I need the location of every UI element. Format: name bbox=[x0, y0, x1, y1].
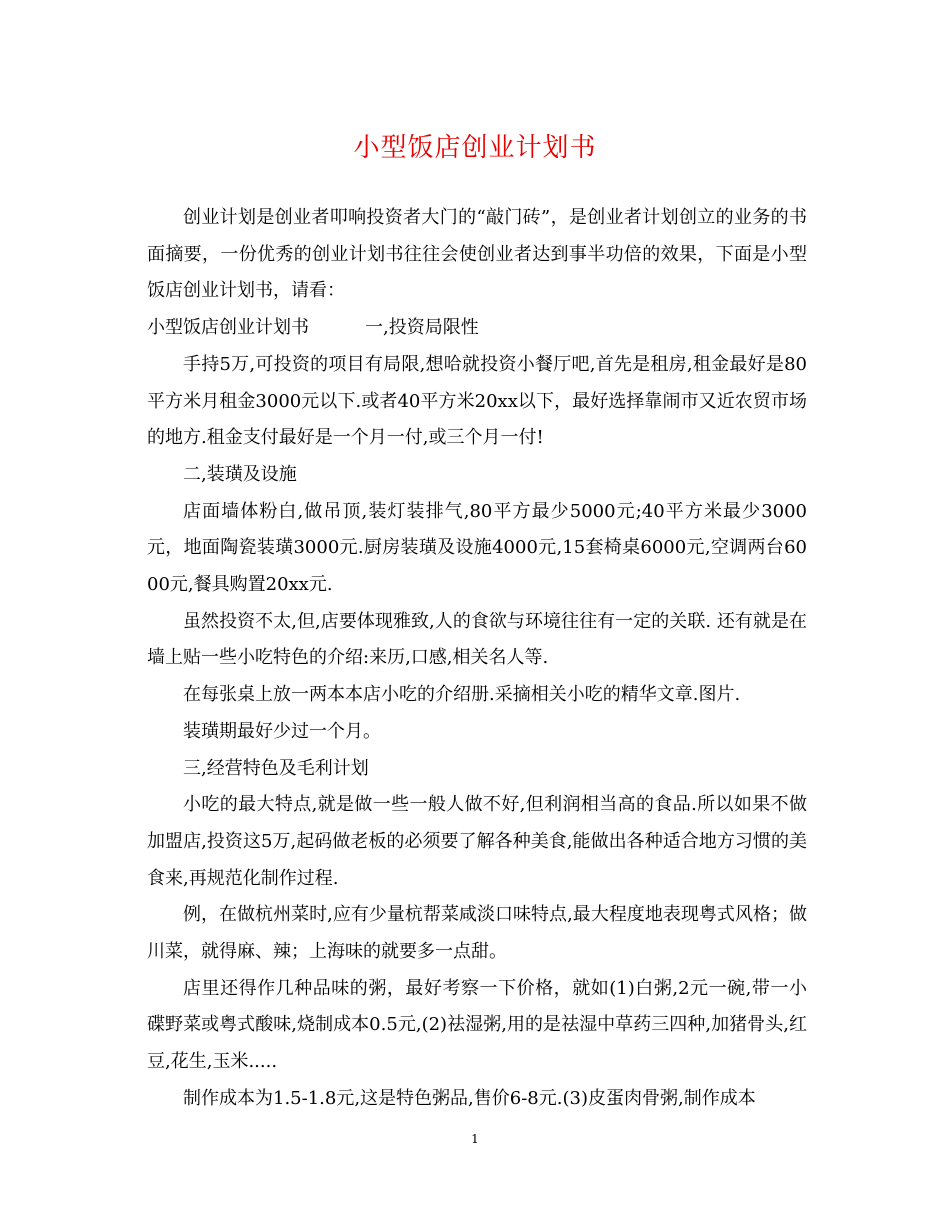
section2-heading: 二,装璜及设施 bbox=[183, 463, 297, 485]
paragraph-snack-features: 小吃的最大特点,就是做一些一般人做不好,但利润相当高的食品.所以如果不做加盟店,投资这5万,起码做老板的必须要了解各种美食,能做出各种适合地方习惯的美食来,再规范化制作过程. bbox=[147, 794, 807, 889]
paragraph-decoration-period: 装璜期最好少过一个月。 bbox=[183, 720, 381, 742]
section3-heading: 三,经营特色及毛利计划 bbox=[183, 757, 369, 779]
section-heading-row bbox=[147, 310, 807, 347]
paragraph-cuisine-example: 例，在做杭州菜时,应有少量杭帮菜咸淡口味特点,最大程度地表现粤式风格；做川菜，就得麻、辣；上海味的就要多一点甜。 bbox=[147, 904, 807, 963]
paragraph-investment: 手持5万,可投资的项目有局限,想哈就投资小餐厅吧,首先是租房,租金最好是80平方米月租金3000元以下.或者40平方米20xx以下，最好选择靠闹市又近农贸市场的地方.租金支付最好是一个月一付,或三个月一付! bbox=[147, 353, 807, 449]
intro-paragraph: 创业计划是创业者叩响投资者大门的“敲门砖”，是创业者计划创立的业务的书面摘要，一份优秀的创业计划书往往会使创业者达到事半功倍的效果，下面是小型饭店创业计划书，请看： bbox=[147, 207, 807, 302]
paragraph-congee: 店里还得作几种品味的粥，最好考察一下价格，就如(1)白粥,2元一碗,带一小碟野菜或粤式酸味,烧制成本0.5元,(2)祛湿粥,用的是祛湿中草药三四种,加猪骨头,红豆,花生,玉米..... bbox=[147, 977, 807, 1073]
document-body bbox=[147, 200, 807, 1118]
paragraph-decoration-costs: 店面墙体粉白,做吊顶,装灯装排气,80平方最少5000元;40平方米最少3000元，地面陶瓷装璜3000元.厨房装璜及设施4000元,15套椅桌6000元,空调两台6000元,餐具购置20xx元. bbox=[147, 500, 807, 596]
page-number: 1 bbox=[471, 1132, 479, 1146]
document-title: 小型饭店创业计划书 bbox=[353, 133, 597, 163]
paragraph-congee-cost: 制作成本为1.5-1.8元,这是特色粥品,售价6-8元.(3)皮蛋肉骨粥,制作成本 bbox=[183, 1087, 756, 1109]
section-label: 小型饭店创业计划书 bbox=[147, 317, 309, 339]
paragraph-decoration-style: 虽然投资不太,但,店要体现雅致,人的食欲与环境往往有一定的关联. 还有就是在墙上贴一些小吃特色的介绍:来历,口感,相关名人等. bbox=[147, 610, 807, 669]
paragraph-brochure: 在每张桌上放一两本本店小吃的介绍册.采摘相关小吃的精华文章.图片. bbox=[183, 684, 741, 706]
section1-heading: 一,投资局限性 bbox=[365, 317, 479, 339]
